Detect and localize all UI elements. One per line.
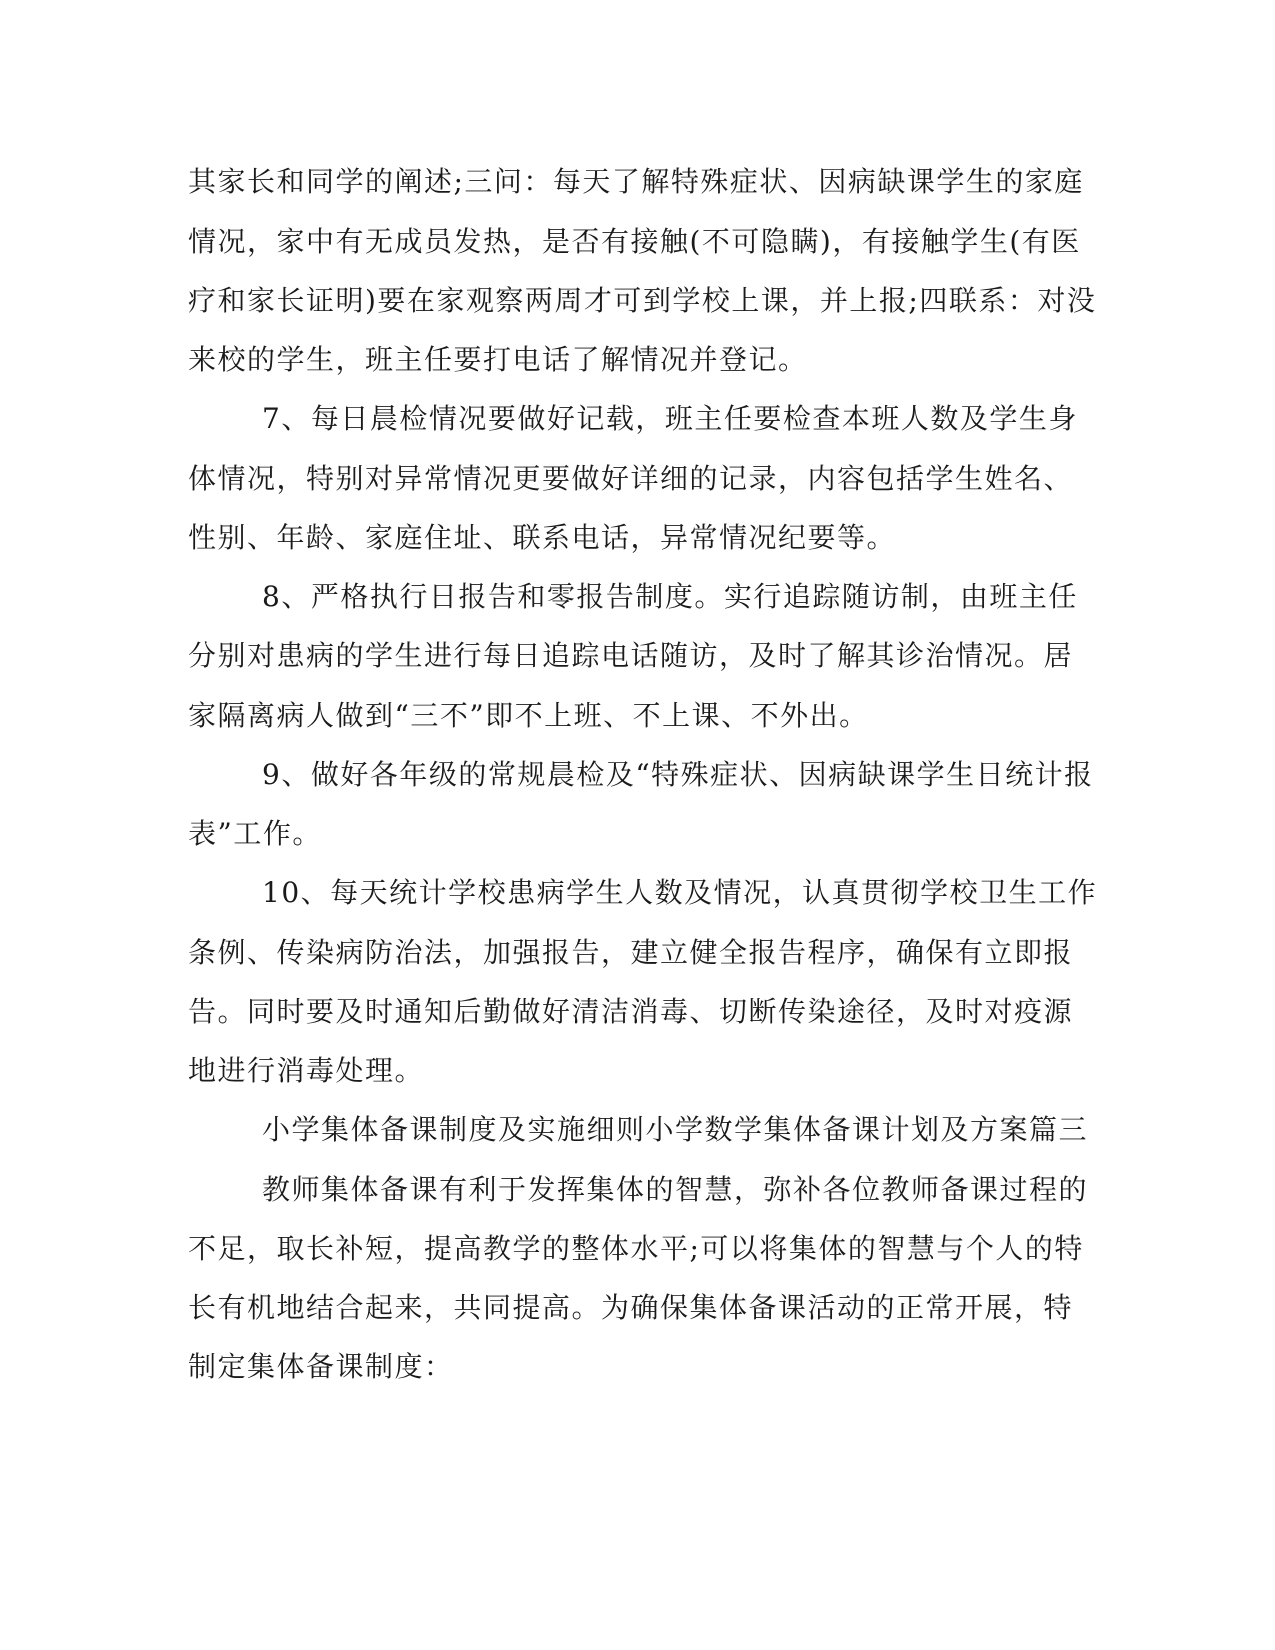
paragraph-start-9: 9、做好各年级的常规晨检及“特殊症状、因病缺课学生日统计报 xyxy=(262,758,1094,791)
text-line: 家隔离病人做到“三不”即不上班、不上课、不外出。 xyxy=(188,699,869,732)
text-line: 其家长和同学的阐述;三问：每天了解特殊症状、因病缺课学生的家庭 xyxy=(188,165,1084,198)
text-line: 表”工作。 xyxy=(188,817,322,850)
text-line: 情况，家中有无成员发热，是否有接触(不可隐瞒)，有接触学生(有医 xyxy=(188,225,1081,258)
paragraph-start-8: 8、严格执行日报告和零报告制度。实行追踪随访制，由班主任 xyxy=(262,580,1078,613)
section-heading: 小学集体备课制度及实施细则小学数学集体备课计划及方案篇三 xyxy=(262,1113,1089,1146)
text-line: 体情况，特别对异常情况更要做好详细的记录，内容包括学生姓名、 xyxy=(188,462,1074,495)
text-line: 地进行消毒处理。 xyxy=(188,1054,425,1087)
text-line: 性别、年龄、家庭住址、联系电话，异常情况纪要等。 xyxy=(188,521,897,554)
text-line: 分别对患病的学生进行每日追踪电话随访，及时了解其诊治情况。居 xyxy=(188,639,1074,672)
text-line: 来校的学生，班主任要打电话了解情况并登记。 xyxy=(188,343,808,376)
text-line: 条例、传染病防治法，加强报告，建立健全报告程序，确保有立即报 xyxy=(188,936,1074,969)
text-line: 制定集体备课制度： xyxy=(188,1350,454,1383)
text-line: 长有机地结合起来，共同提高。为确保集体备课活动的正常开展，特 xyxy=(188,1291,1074,1324)
paragraph-start-10: 10、每天统计学校患病学生人数及情况，认真贯彻学校卫生工作 xyxy=(262,876,1098,909)
text-line: 疗和家长证明)要在家观察两周才可到学校上课，并上报;四联系：对没 xyxy=(188,284,1097,317)
paragraph-start-7: 7、每日晨检情况要做好记载，班主任要检查本班人数及学生身 xyxy=(262,402,1078,435)
text-line: 告。同时要及时通知后勤做好清洁消毒、切断传染途径，及时对疫源 xyxy=(188,995,1074,1028)
text-line: 不足，取长补短，提高教学的整体水平;可以将集体的智慧与个人的特 xyxy=(188,1232,1084,1265)
paragraph-start-intro: 教师集体备课有利于发挥集体的智慧，弥补各位教师备课过程的 xyxy=(262,1173,1089,1206)
